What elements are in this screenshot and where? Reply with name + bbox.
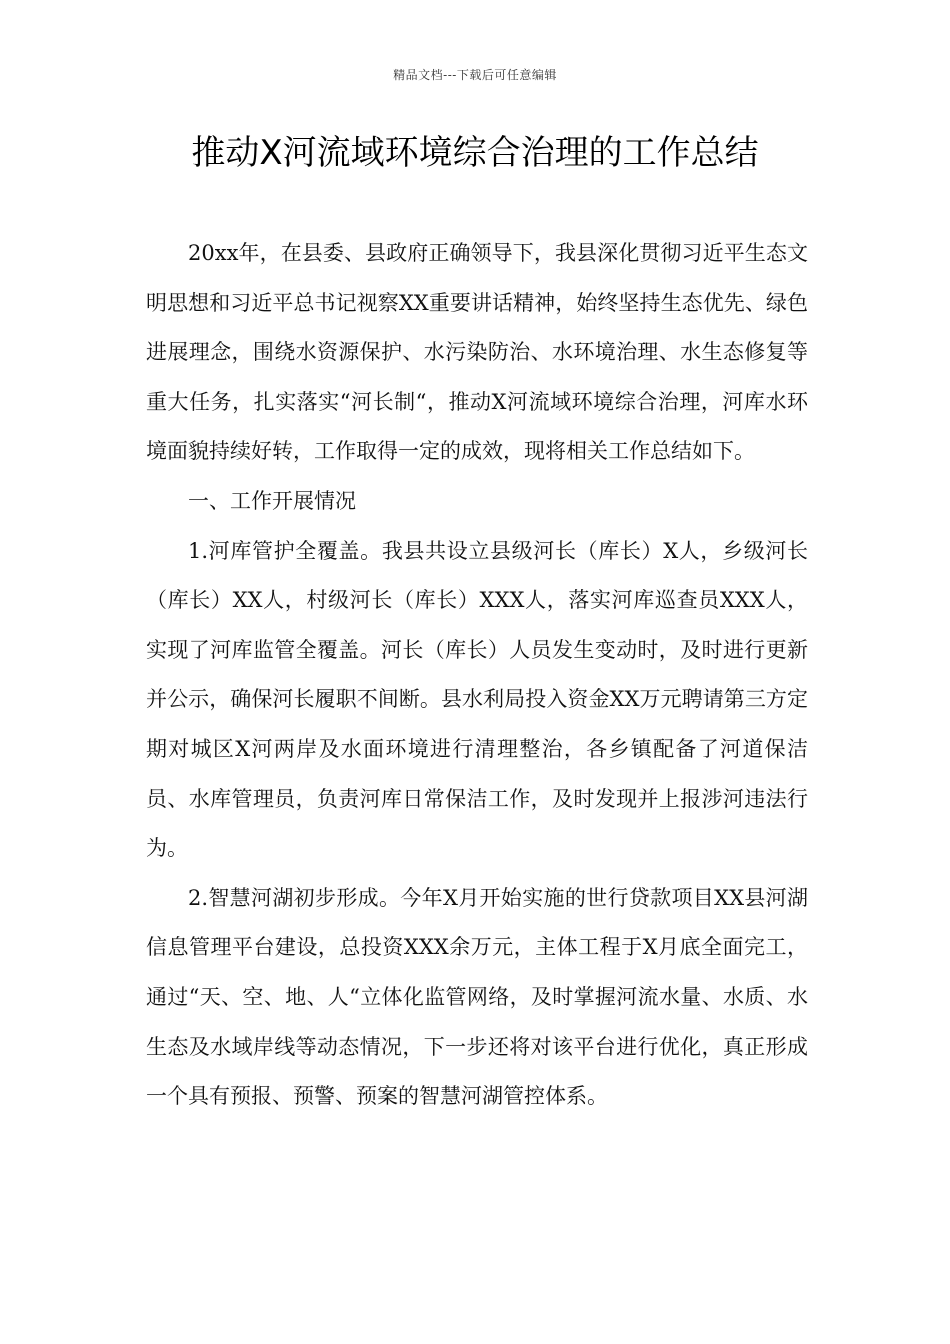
- paragraph-item-2: 2.智慧河湖初步形成。今年X月开始实施的世行贷款项目XX县河湖信息管理平台建设，总投资XXX余万元，主体工程于X月底全面完工，通过“天、空、地、人“立体化监管网络，及时掌握河流水量、水质、水生态及水域岸线等动态情况，下一步还将对该平台进行优化，真正形成一个具有预报、预警、预案的智慧河湖管控体系。: [146, 885, 808, 1109]
- paragraph-intro: 20xx年，在县委、县政府正确领导下，我县深化贯彻习近平生态文明思想和习近平总书记视察XX重要讲话精神，始终坚持生态优先、绿色进展理念，围绕水资源保护、水污染防治、水环境治理、水生态修复等重大任务，扎实落实“河长制“，推动X河流域环境综合治理，河库水环境面貌持续好转，工作取得一定的成效，现将相关工作总结如下。: [146, 241, 808, 464]
- document-title: 推动X河流域环境综合治理的工作总结: [191, 133, 759, 173]
- section-heading: 一、工作开展情况: [188, 488, 356, 513]
- paragraph-item-1: 1.河库管护全覆盖。我县共设立县级河长（库长）X人，乡级河长（库长）XX人，村级河长（库长）XXX人，落实河库巡查员XXX人，实现了河库监管全覆盖。河长（库长）人员发生变动时，及时进行更新并公示，确保河长履职不间断。县水利局投入资金XX万元聘请第三方定期对城区X河两岸及水面环境进行清理整治，各乡镇配备了河道保洁员、水库管理员，负责河库日常保洁工作，及时发现并上报涉河违法行为。: [146, 538, 808, 861]
- document-body: [146, 229, 808, 1122]
- header-note: 精品文档---下载后可任意编辑: [393, 68, 557, 82]
